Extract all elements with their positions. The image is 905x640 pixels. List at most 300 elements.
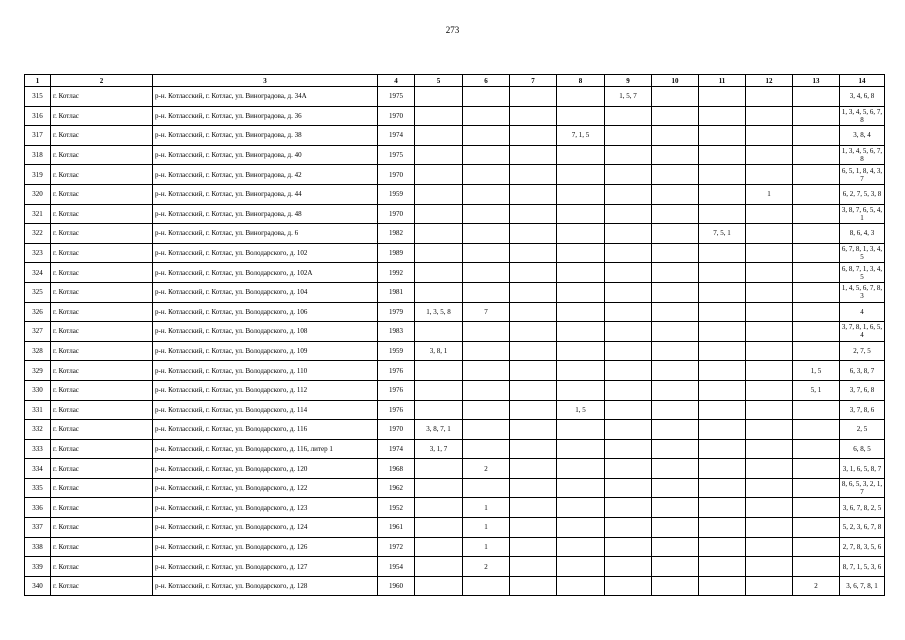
cell-col-6 <box>463 145 510 165</box>
cell-col-7 <box>510 243 557 263</box>
cell-col-8: 7, 1, 5 <box>557 126 605 146</box>
cell-address: р-н. Котласский, г. Котлас, ул. Виноградова, д. 48 <box>153 204 378 224</box>
cell-col-6 <box>463 361 510 381</box>
cell-settlement: г. Котлас <box>51 498 153 518</box>
cell-col-7 <box>510 341 557 361</box>
table-row <box>25 126 885 146</box>
cell-col-8 <box>557 87 605 107</box>
cell-col-10 <box>652 243 699 263</box>
cell-col-7 <box>510 184 557 204</box>
table-row <box>25 518 885 538</box>
table-row <box>25 145 885 165</box>
cell-col-8 <box>557 145 605 165</box>
cell-address: р-н. Котласский, г. Котлас, ул. Володарского, д. 102А <box>153 263 378 283</box>
cell-col-8 <box>557 302 605 322</box>
cell-col-11 <box>699 204 746 224</box>
cell-col-6 <box>463 420 510 440</box>
cell-settlement: г. Котлас <box>51 204 153 224</box>
cell-col-12 <box>746 459 793 479</box>
cell-year-built: 1976 <box>378 380 415 400</box>
cell-col-14: 6, 3, 8, 7 <box>840 361 885 381</box>
column-header-10: 10 <box>652 75 699 87</box>
cell-col-10 <box>652 126 699 146</box>
cell-settlement: г. Котлас <box>51 420 153 440</box>
cell-col-12 <box>746 204 793 224</box>
cell-col-10 <box>652 400 699 420</box>
cell-year-built: 1970 <box>378 204 415 224</box>
table-row <box>25 380 885 400</box>
cell-col-11 <box>699 498 746 518</box>
table-row <box>25 322 885 342</box>
cell-col-10 <box>652 184 699 204</box>
cell-address: р-н. Котласский, г. Котлас, ул. Виноградова, д. 34А <box>153 87 378 107</box>
cell-col-12 <box>746 557 793 577</box>
page-number: 273 <box>445 25 460 35</box>
cell-col-11 <box>699 126 746 146</box>
cell-address: р-н. Котласский, г. Котлас, ул. Володарского, д. 126 <box>153 537 378 557</box>
cell-col-14: 2, 5 <box>840 420 885 440</box>
cell-col-7 <box>510 420 557 440</box>
table-row <box>25 302 885 322</box>
cell-col-12 <box>746 145 793 165</box>
cell-col-11: 7, 5, 1 <box>699 224 746 244</box>
cell-row-number: 315 <box>25 87 51 107</box>
cell-col-12 <box>746 282 793 302</box>
cell-year-built: 1962 <box>378 478 415 498</box>
cell-year-built: 1981 <box>378 282 415 302</box>
cell-year-built: 1960 <box>378 576 415 596</box>
cell-col-9 <box>605 576 652 596</box>
cell-col-6 <box>463 322 510 342</box>
cell-col-8 <box>557 322 605 342</box>
cell-address: р-н. Котласский, г. Котлас, ул. Володарского, д. 114 <box>153 400 378 420</box>
cell-col-12 <box>746 106 793 126</box>
cell-row-number: 336 <box>25 498 51 518</box>
cell-col-9 <box>605 557 652 577</box>
cell-address: р-н. Котласский, г. Котлас, ул. Володарского, д. 122 <box>153 478 378 498</box>
cell-col-8 <box>557 576 605 596</box>
cell-col-5 <box>415 243 463 263</box>
header-row <box>25 75 885 87</box>
table-row <box>25 243 885 263</box>
cell-settlement: г. Котлас <box>51 165 153 185</box>
cell-col-6: 2 <box>463 557 510 577</box>
cell-year-built: 1976 <box>378 361 415 381</box>
cell-col-9 <box>605 302 652 322</box>
table-row <box>25 361 885 381</box>
cell-col-14: 2, 7, 5 <box>840 341 885 361</box>
cell-col-9 <box>605 439 652 459</box>
cell-row-number: 330 <box>25 380 51 400</box>
cell-col-5 <box>415 380 463 400</box>
cell-year-built: 1992 <box>378 263 415 283</box>
cell-col-13 <box>793 165 840 185</box>
cell-col-11 <box>699 439 746 459</box>
cell-col-6 <box>463 478 510 498</box>
cell-col-14: 8, 6, 4, 3 <box>840 224 885 244</box>
cell-col-6 <box>463 165 510 185</box>
cell-col-5 <box>415 537 463 557</box>
cell-settlement: г. Котлас <box>51 361 153 381</box>
cell-col-13: 5, 1 <box>793 380 840 400</box>
cell-col-10 <box>652 106 699 126</box>
cell-col-9 <box>605 165 652 185</box>
table-row <box>25 537 885 557</box>
cell-col-13 <box>793 439 840 459</box>
cell-col-11 <box>699 282 746 302</box>
cell-settlement: г. Котлас <box>51 87 153 107</box>
cell-col-6 <box>463 126 510 146</box>
cell-col-11 <box>699 87 746 107</box>
cell-address: р-н. Котласский, г. Котлас, ул. Володарского, д. 104 <box>153 282 378 302</box>
cell-row-number: 335 <box>25 478 51 498</box>
cell-col-6 <box>463 341 510 361</box>
cell-address: р-н. Котласский, г. Котлас, ул. Володарского, д. 102 <box>153 243 378 263</box>
cell-col-10 <box>652 145 699 165</box>
cell-col-7 <box>510 106 557 126</box>
cell-col-12 <box>746 478 793 498</box>
cell-year-built: 1982 <box>378 224 415 244</box>
cell-address: р-н. Котласский, г. Котлас, ул. Виноградова, д. 6 <box>153 224 378 244</box>
cell-col-12 <box>746 518 793 538</box>
cell-address: р-н. Котласский, г. Котлас, ул. Виноградова, д. 38 <box>153 126 378 146</box>
cell-col-10 <box>652 87 699 107</box>
cell-settlement: г. Котлас <box>51 322 153 342</box>
cell-col-13 <box>793 302 840 322</box>
cell-col-11 <box>699 478 746 498</box>
cell-col-6: 1 <box>463 498 510 518</box>
table-row <box>25 263 885 283</box>
cell-col-10 <box>652 576 699 596</box>
column-header-3: 3 <box>153 75 378 87</box>
cell-col-8 <box>557 420 605 440</box>
column-header-13: 13 <box>793 75 840 87</box>
cell-col-5 <box>415 400 463 420</box>
cell-col-5: 3, 8, 7, 1 <box>415 420 463 440</box>
table-row <box>25 420 885 440</box>
cell-col-12 <box>746 400 793 420</box>
cell-col-10 <box>652 302 699 322</box>
cell-row-number: 327 <box>25 322 51 342</box>
cell-col-12 <box>746 224 793 244</box>
cell-row-number: 328 <box>25 341 51 361</box>
cell-col-11 <box>699 302 746 322</box>
cell-settlement: г. Котлас <box>51 537 153 557</box>
cell-address: р-н. Котласский, г. Котлас, ул. Виноградова, д. 40 <box>153 145 378 165</box>
cell-col-7 <box>510 224 557 244</box>
cell-col-7 <box>510 282 557 302</box>
cell-col-5 <box>415 106 463 126</box>
cell-settlement: г. Котлас <box>51 145 153 165</box>
cell-address: р-н. Котласский, г. Котлас, ул. Володарского, д. 123 <box>153 498 378 518</box>
cell-col-14: 6, 7, 8, 1, 3, 4, 5 <box>840 243 885 263</box>
cell-col-8 <box>557 478 605 498</box>
cell-col-10 <box>652 557 699 577</box>
cell-col-12 <box>746 243 793 263</box>
cell-col-11 <box>699 537 746 557</box>
cell-col-14: 6, 5, 1, 8, 4, 3, 7 <box>840 165 885 185</box>
cell-year-built: 1961 <box>378 518 415 538</box>
cell-col-11 <box>699 106 746 126</box>
cell-col-13 <box>793 420 840 440</box>
column-header-5: 5 <box>415 75 463 87</box>
table-row <box>25 439 885 459</box>
cell-year-built: 1975 <box>378 87 415 107</box>
cell-settlement: г. Котлас <box>51 518 153 538</box>
cell-col-12 <box>746 439 793 459</box>
cell-col-13 <box>793 282 840 302</box>
cell-col-12 <box>746 341 793 361</box>
cell-row-number: 331 <box>25 400 51 420</box>
cell-col-13 <box>793 498 840 518</box>
cell-col-6 <box>463 224 510 244</box>
cell-col-9 <box>605 322 652 342</box>
cell-col-5 <box>415 498 463 518</box>
cell-col-10 <box>652 322 699 342</box>
cell-col-14: 3, 7, 6, 8 <box>840 380 885 400</box>
cell-col-13 <box>793 243 840 263</box>
cell-settlement: г. Котлас <box>51 263 153 283</box>
cell-settlement: г. Котлас <box>51 341 153 361</box>
cell-col-11 <box>699 400 746 420</box>
cell-row-number: 340 <box>25 576 51 596</box>
cell-col-9 <box>605 361 652 381</box>
cell-col-11 <box>699 145 746 165</box>
cell-year-built: 1972 <box>378 537 415 557</box>
cell-col-11 <box>699 518 746 538</box>
cell-year-built: 1979 <box>378 302 415 322</box>
cell-row-number: 329 <box>25 361 51 381</box>
cell-col-14: 5, 2, 3, 6, 7, 8 <box>840 518 885 538</box>
cell-col-12 <box>746 87 793 107</box>
cell-row-number: 338 <box>25 537 51 557</box>
cell-col-5: 1, 3, 5, 8 <box>415 302 463 322</box>
cell-col-9 <box>605 537 652 557</box>
cell-settlement: г. Котлас <box>51 478 153 498</box>
cell-col-13 <box>793 126 840 146</box>
cell-row-number: 325 <box>25 282 51 302</box>
cell-col-10 <box>652 263 699 283</box>
cell-col-13 <box>793 263 840 283</box>
cell-col-12 <box>746 537 793 557</box>
cell-col-8 <box>557 243 605 263</box>
cell-col-13 <box>793 557 840 577</box>
table-row <box>25 106 885 126</box>
cell-col-14: 1, 4, 5, 6, 7, 8, 3 <box>840 282 885 302</box>
cell-col-11 <box>699 243 746 263</box>
cell-col-14: 1, 3, 4, 5, 6, 7, 8 <box>840 106 885 126</box>
cell-col-7 <box>510 537 557 557</box>
cell-col-10 <box>652 498 699 518</box>
column-header-8: 8 <box>557 75 605 87</box>
cell-col-7 <box>510 165 557 185</box>
cell-settlement: г. Котлас <box>51 302 153 322</box>
table-row <box>25 165 885 185</box>
cell-col-5 <box>415 282 463 302</box>
cell-row-number: 332 <box>25 420 51 440</box>
cell-col-6 <box>463 184 510 204</box>
cell-col-12 <box>746 380 793 400</box>
cell-address: р-н. Котласский, г. Котлас, ул. Виноградова, д. 44 <box>153 184 378 204</box>
cell-col-8 <box>557 361 605 381</box>
cell-col-12 <box>746 302 793 322</box>
cell-settlement: г. Котлас <box>51 126 153 146</box>
cell-col-7 <box>510 87 557 107</box>
housing-register-table <box>24 74 885 596</box>
cell-col-8: 1, 5 <box>557 400 605 420</box>
cell-col-7 <box>510 459 557 479</box>
cell-col-5: 3, 8, 1 <box>415 341 463 361</box>
cell-col-9 <box>605 204 652 224</box>
cell-address: р-н. Котласский, г. Котлас, ул. Володарского, д. 112 <box>153 380 378 400</box>
cell-col-13 <box>793 537 840 557</box>
cell-col-7 <box>510 380 557 400</box>
column-header-9: 9 <box>605 75 652 87</box>
cell-col-11 <box>699 341 746 361</box>
cell-col-12 <box>746 576 793 596</box>
cell-col-14: 3, 8, 7, 6, 5, 4, 1 <box>840 204 885 224</box>
cell-col-8 <box>557 204 605 224</box>
cell-settlement: г. Котлас <box>51 184 153 204</box>
cell-col-10 <box>652 380 699 400</box>
cell-col-13 <box>793 87 840 107</box>
cell-col-8 <box>557 106 605 126</box>
column-header-7: 7 <box>510 75 557 87</box>
cell-col-6: 1 <box>463 518 510 538</box>
cell-col-9 <box>605 145 652 165</box>
cell-settlement: г. Котлас <box>51 243 153 263</box>
cell-col-13 <box>793 400 840 420</box>
cell-col-13 <box>793 224 840 244</box>
cell-col-12 <box>746 322 793 342</box>
cell-settlement: г. Котлас <box>51 106 153 126</box>
cell-col-6 <box>463 282 510 302</box>
cell-col-8 <box>557 537 605 557</box>
cell-col-10 <box>652 204 699 224</box>
cell-col-13 <box>793 518 840 538</box>
cell-col-12 <box>746 420 793 440</box>
cell-col-11 <box>699 557 746 577</box>
cell-col-10 <box>652 224 699 244</box>
cell-col-10 <box>652 341 699 361</box>
cell-col-13 <box>793 106 840 126</box>
cell-col-5 <box>415 263 463 283</box>
cell-address: р-н. Котласский, г. Котлас, ул. Виноградова, д. 36 <box>153 106 378 126</box>
cell-address: р-н. Котласский, г. Котлас, ул. Володарского, д. 108 <box>153 322 378 342</box>
table-row <box>25 224 885 244</box>
cell-address: р-н. Котласский, г. Котлас, ул. Володарского, д. 124 <box>153 518 378 538</box>
cell-col-14: 2, 7, 8, 3, 5, 6 <box>840 537 885 557</box>
cell-col-13 <box>793 184 840 204</box>
cell-col-14: 6, 2, 7, 5, 3, 8 <box>840 184 885 204</box>
cell-year-built: 1976 <box>378 400 415 420</box>
cell-col-13 <box>793 322 840 342</box>
table-row <box>25 478 885 498</box>
cell-col-5 <box>415 459 463 479</box>
cell-row-number: 326 <box>25 302 51 322</box>
cell-col-6 <box>463 106 510 126</box>
cell-col-5 <box>415 557 463 577</box>
cell-col-9: 1, 5, 7 <box>605 87 652 107</box>
cell-row-number: 321 <box>25 204 51 224</box>
cell-col-13 <box>793 478 840 498</box>
cell-settlement: г. Котлас <box>51 380 153 400</box>
cell-year-built: 1974 <box>378 439 415 459</box>
cell-col-8 <box>557 184 605 204</box>
cell-col-9 <box>605 420 652 440</box>
table-row <box>25 498 885 518</box>
cell-col-7 <box>510 263 557 283</box>
cell-col-9 <box>605 126 652 146</box>
cell-col-6 <box>463 204 510 224</box>
cell-row-number: 317 <box>25 126 51 146</box>
cell-col-5 <box>415 361 463 381</box>
cell-year-built: 1974 <box>378 126 415 146</box>
cell-col-14: 1, 3, 4, 5, 6, 7, 8 <box>840 145 885 165</box>
cell-col-7 <box>510 361 557 381</box>
cell-col-7 <box>510 204 557 224</box>
cell-col-7 <box>510 126 557 146</box>
table-row <box>25 184 885 204</box>
table-row <box>25 87 885 107</box>
cell-col-9 <box>605 400 652 420</box>
cell-col-14: 3, 6, 7, 8, 2, 5 <box>840 498 885 518</box>
cell-col-14: 8, 7, 1, 5, 3, 6 <box>840 557 885 577</box>
cell-col-9 <box>605 459 652 479</box>
cell-row-number: 337 <box>25 518 51 538</box>
cell-col-5 <box>415 126 463 146</box>
cell-row-number: 333 <box>25 439 51 459</box>
cell-col-14: 3, 7, 8, 6 <box>840 400 885 420</box>
cell-address: р-н. Котласский, г. Котлас, ул. Володарского, д. 110 <box>153 361 378 381</box>
cell-col-5 <box>415 145 463 165</box>
cell-col-5 <box>415 165 463 185</box>
cell-row-number: 324 <box>25 263 51 283</box>
cell-col-11 <box>699 576 746 596</box>
cell-col-5 <box>415 518 463 538</box>
cell-col-6: 2 <box>463 459 510 479</box>
cell-col-11 <box>699 263 746 283</box>
cell-col-10 <box>652 478 699 498</box>
column-header-2: 2 <box>51 75 153 87</box>
cell-col-8 <box>557 557 605 577</box>
cell-col-10 <box>652 439 699 459</box>
cell-settlement: г. Котлас <box>51 557 153 577</box>
cell-col-7 <box>510 439 557 459</box>
cell-year-built: 1954 <box>378 557 415 577</box>
cell-col-9 <box>605 498 652 518</box>
cell-settlement: г. Котлас <box>51 224 153 244</box>
cell-col-11 <box>699 165 746 185</box>
cell-col-9 <box>605 263 652 283</box>
table-row <box>25 557 885 577</box>
cell-col-5 <box>415 184 463 204</box>
cell-row-number: 339 <box>25 557 51 577</box>
cell-col-8 <box>557 439 605 459</box>
cell-col-9 <box>605 341 652 361</box>
cell-col-13 <box>793 145 840 165</box>
cell-col-10 <box>652 361 699 381</box>
cell-address: р-н. Котласский, г. Котлас, ул. Володарского, д. 120 <box>153 459 378 479</box>
cell-col-14: 3, 4, 6, 8 <box>840 87 885 107</box>
cell-row-number: 334 <box>25 459 51 479</box>
cell-col-7 <box>510 518 557 538</box>
cell-col-8 <box>557 263 605 283</box>
cell-address: р-н. Котласский, г. Котлас, ул. Володарского, д. 127 <box>153 557 378 577</box>
cell-col-6: 1 <box>463 537 510 557</box>
cell-col-5 <box>415 478 463 498</box>
cell-col-7 <box>510 322 557 342</box>
